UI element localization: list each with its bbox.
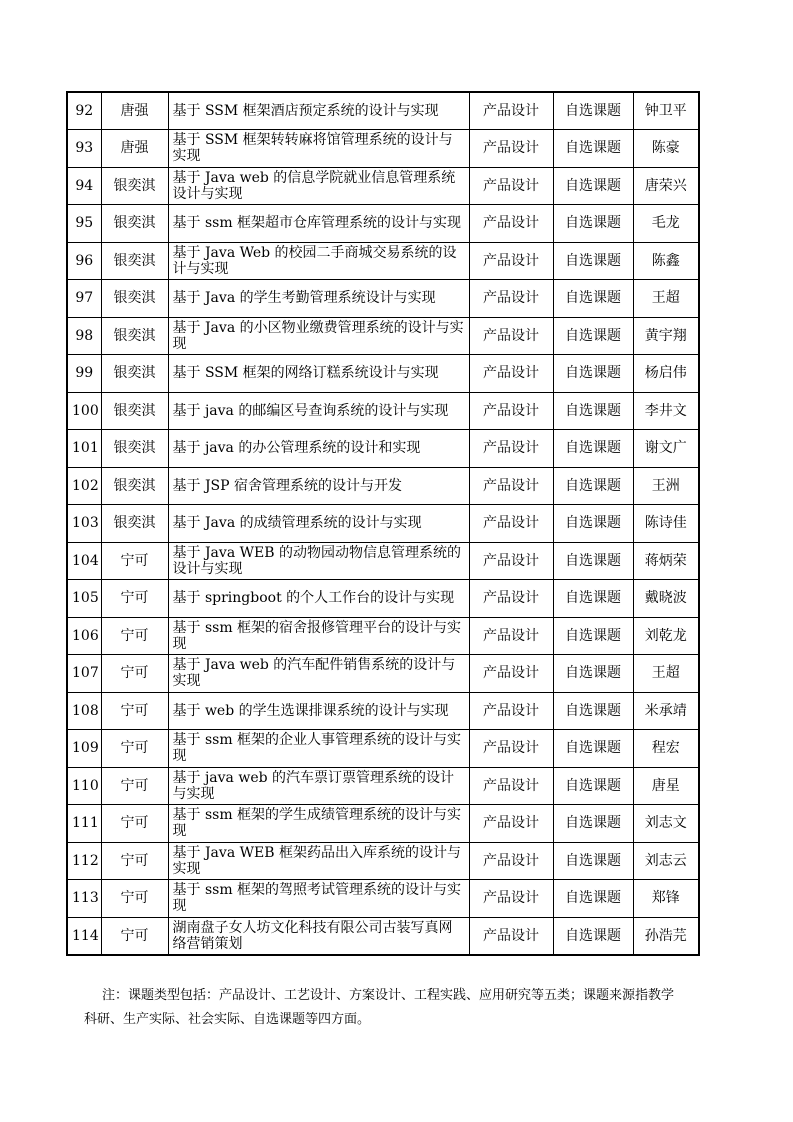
row-number: 103 <box>67 505 101 543</box>
topic-title: 基于 Java 的成绩管理系统的设计与实现 <box>168 505 469 543</box>
topic-source: 自选课题 <box>553 242 633 280</box>
table-row <box>67 242 699 280</box>
topic-title: 湖南盘子女人坊文化科技有限公司古装写真网络营销策划 <box>168 917 469 955</box>
student-name: 郑锋 <box>633 880 699 918</box>
topic-title: 基于 java 的办公管理系统的设计和实现 <box>168 430 469 468</box>
row-number: 105 <box>67 580 101 618</box>
table-row <box>67 205 699 243</box>
row-number: 112 <box>67 842 101 880</box>
topic-source: 自选课题 <box>553 280 633 318</box>
table-row <box>67 617 699 655</box>
student-name: 米承靖 <box>633 692 699 730</box>
table-row <box>67 130 699 168</box>
tutor-name: 银奕淇 <box>101 280 168 318</box>
student-name: 王超 <box>633 280 699 318</box>
table-row <box>67 880 699 918</box>
topic-type: 产品设计 <box>469 317 553 355</box>
topic-title: 基于 springboot 的个人工作台的设计与实现 <box>168 580 469 618</box>
topic-title: 基于 Java 的学生考勤管理系统设计与实现 <box>168 280 469 318</box>
topic-type: 产品设计 <box>469 692 553 730</box>
topic-title: 基于 ssm 框架的学生成绩管理系统的设计与实现 <box>168 805 469 843</box>
row-number: 106 <box>67 617 101 655</box>
row-number: 97 <box>67 280 101 318</box>
student-name: 李井文 <box>633 392 699 430</box>
row-number: 95 <box>67 205 101 243</box>
topic-type: 产品设计 <box>469 805 553 843</box>
tutor-name: 唐强 <box>101 92 168 130</box>
topic-type: 产品设计 <box>469 542 553 580</box>
topic-title: 基于 ssm 框架的企业人事管理系统的设计与实现 <box>168 730 469 768</box>
table-row <box>67 655 699 693</box>
tutor-name: 宁可 <box>101 880 168 918</box>
topic-source: 自选课题 <box>553 880 633 918</box>
table-row <box>67 280 699 318</box>
tutor-name: 宁可 <box>101 730 168 768</box>
tutor-name: 宁可 <box>101 842 168 880</box>
topic-title: 基于 ssm 框架的宿舍报修管理平台的设计与实现 <box>168 617 469 655</box>
topic-type: 产品设计 <box>469 130 553 168</box>
topic-title: 基于 Java WEB 框架药品出入库系统的设计与实现 <box>168 842 469 880</box>
row-number: 111 <box>67 805 101 843</box>
row-number: 99 <box>67 355 101 393</box>
topic-type: 产品设计 <box>469 280 553 318</box>
topic-title: 基于 Java web 的汽车配件销售系统的设计与实现 <box>168 655 469 693</box>
row-number: 107 <box>67 655 101 693</box>
table-row <box>67 767 699 805</box>
topic-source: 自选课题 <box>553 505 633 543</box>
topic-title: 基于 Java 的小区物业缴费管理系统的设计与实现 <box>168 317 469 355</box>
tutor-name: 银奕淇 <box>101 167 168 205</box>
row-number: 113 <box>67 880 101 918</box>
tutor-name: 宁可 <box>101 805 168 843</box>
table-row <box>67 692 699 730</box>
tutor-name: 银奕淇 <box>101 242 168 280</box>
tutor-name: 银奕淇 <box>101 505 168 543</box>
student-name: 刘志云 <box>633 842 699 880</box>
topic-title: 基于 Java WEB 的动物园动物信息管理系统的设计与实现 <box>168 542 469 580</box>
topic-type: 产品设计 <box>469 467 553 505</box>
topic-source: 自选课题 <box>553 692 633 730</box>
topic-title: 基于 java 的邮编区号查询系统的设计与实现 <box>168 392 469 430</box>
topic-source: 自选课题 <box>553 92 633 130</box>
tutor-name: 银奕淇 <box>101 392 168 430</box>
topic-type: 产品设计 <box>469 730 553 768</box>
student-name: 蒋炳荣 <box>633 542 699 580</box>
topic-type: 产品设计 <box>469 580 553 618</box>
topic-type: 产品设计 <box>469 355 553 393</box>
student-name: 刘志文 <box>633 805 699 843</box>
topic-type: 产品设计 <box>469 392 553 430</box>
tutor-name: 宁可 <box>101 767 168 805</box>
topic-source: 自选课题 <box>553 205 633 243</box>
row-number: 94 <box>67 167 101 205</box>
topic-source: 自选课题 <box>553 805 633 843</box>
table-row <box>67 505 699 543</box>
tutor-name: 银奕淇 <box>101 205 168 243</box>
topic-title: 基于 Java web 的信息学院就业信息管理系统设计与实现 <box>168 167 469 205</box>
row-number: 93 <box>67 130 101 168</box>
topic-source: 自选课题 <box>553 655 633 693</box>
table-row <box>67 430 699 468</box>
tutor-name: 宁可 <box>101 917 168 955</box>
topic-source: 自选课题 <box>553 730 633 768</box>
topic-source: 自选课题 <box>553 917 633 955</box>
topic-type: 产品设计 <box>469 655 553 693</box>
tutor-name: 银奕淇 <box>101 467 168 505</box>
topic-source: 自选课题 <box>553 392 633 430</box>
table-row <box>67 917 699 955</box>
tutor-name: 银奕淇 <box>101 430 168 468</box>
topic-type: 产品设计 <box>469 842 553 880</box>
row-number: 98 <box>67 317 101 355</box>
row-number: 100 <box>67 392 101 430</box>
tutor-name: 宁可 <box>101 580 168 618</box>
topic-type: 产品设计 <box>469 92 553 130</box>
table-row <box>67 842 699 880</box>
student-name: 黄宇翔 <box>633 317 699 355</box>
topic-source: 自选课题 <box>553 317 633 355</box>
student-name: 钟卫平 <box>633 92 699 130</box>
student-name: 杨启伟 <box>633 355 699 393</box>
topic-table <box>66 91 700 956</box>
topic-title: 基于 java web 的汽车票订票管理系统的设计与实现 <box>168 767 469 805</box>
row-number: 114 <box>67 917 101 955</box>
topic-type: 产品设计 <box>469 430 553 468</box>
topic-type: 产品设计 <box>469 205 553 243</box>
row-number: 109 <box>67 730 101 768</box>
row-number: 108 <box>67 692 101 730</box>
topic-title: 基于 SSM 框架转转麻将馆管理系统的设计与实现 <box>168 130 469 168</box>
tutor-name: 宁可 <box>101 655 168 693</box>
student-name: 谢文广 <box>633 430 699 468</box>
student-name: 陈鑫 <box>633 242 699 280</box>
row-number: 104 <box>67 542 101 580</box>
topic-table-body <box>67 92 699 955</box>
tutor-name: 宁可 <box>101 542 168 580</box>
row-number: 96 <box>67 242 101 280</box>
topic-source: 自选课题 <box>553 355 633 393</box>
topic-source: 自选课题 <box>553 467 633 505</box>
table-row <box>67 167 699 205</box>
topic-type: 产品设计 <box>469 167 553 205</box>
topic-source: 自选课题 <box>553 542 633 580</box>
student-name: 唐荣兴 <box>633 167 699 205</box>
topic-source: 自选课题 <box>553 842 633 880</box>
row-number: 102 <box>67 467 101 505</box>
topic-type: 产品设计 <box>469 880 553 918</box>
topic-type: 产品设计 <box>469 242 553 280</box>
student-name: 戴晓波 <box>633 580 699 618</box>
table-row <box>67 92 699 130</box>
row-number: 110 <box>67 767 101 805</box>
topic-source: 自选课题 <box>553 580 633 618</box>
student-name: 唐星 <box>633 767 699 805</box>
student-name: 程宏 <box>633 730 699 768</box>
table-row <box>67 317 699 355</box>
row-number: 101 <box>67 430 101 468</box>
student-name: 孙浩芫 <box>633 917 699 955</box>
topic-title: 基于 SSM 框架的网络订糕系统设计与实现 <box>168 355 469 393</box>
student-name: 毛龙 <box>633 205 699 243</box>
table-row <box>67 355 699 393</box>
table-row <box>67 467 699 505</box>
table-row <box>67 730 699 768</box>
topic-source: 自选课题 <box>553 617 633 655</box>
topic-type: 产品设计 <box>469 617 553 655</box>
student-name: 王超 <box>633 655 699 693</box>
topic-source: 自选课题 <box>553 430 633 468</box>
student-name: 王洲 <box>633 467 699 505</box>
topic-type: 产品设计 <box>469 767 553 805</box>
topic-source: 自选课题 <box>553 767 633 805</box>
topic-type: 产品设计 <box>469 917 553 955</box>
tutor-name: 宁可 <box>101 692 168 730</box>
table-row <box>67 392 699 430</box>
tutor-name: 唐强 <box>101 130 168 168</box>
topic-type: 产品设计 <box>469 505 553 543</box>
footnote: 注：课题类型包括：产品设计、工艺设计、方案设计、工程实践、应用研究等五类；课题来源指教学科研、生产实际、社会实际、自选课题等四方面。 <box>84 988 675 1027</box>
student-name: 刘乾龙 <box>633 617 699 655</box>
topic-title: 基于 JSP 宿舍管理系统的设计与开发 <box>168 467 469 505</box>
topic-title: 基于 web 的学生选课排课系统的设计与实现 <box>168 692 469 730</box>
table-row <box>67 805 699 843</box>
table-row <box>67 580 699 618</box>
tutor-name: 宁可 <box>101 617 168 655</box>
row-number: 92 <box>67 92 101 130</box>
table-row <box>67 542 699 580</box>
tutor-name: 银奕淇 <box>101 355 168 393</box>
topic-source: 自选课题 <box>553 167 633 205</box>
topic-title: 基于 SSM 框架酒店预定系统的设计与实现 <box>168 92 469 130</box>
topic-source: 自选课题 <box>553 130 633 168</box>
tutor-name: 银奕淇 <box>101 317 168 355</box>
topic-title: 基于 ssm 框架超市仓库管理系统的设计与实现 <box>168 205 469 243</box>
topic-title: 基于 ssm 框架的驾照考试管理系统的设计与实现 <box>168 880 469 918</box>
student-name: 陈诗佳 <box>633 505 699 543</box>
student-name: 陈豪 <box>633 130 699 168</box>
topic-title: 基于 Java Web 的校园二手商城交易系统的设计与实现 <box>168 242 469 280</box>
